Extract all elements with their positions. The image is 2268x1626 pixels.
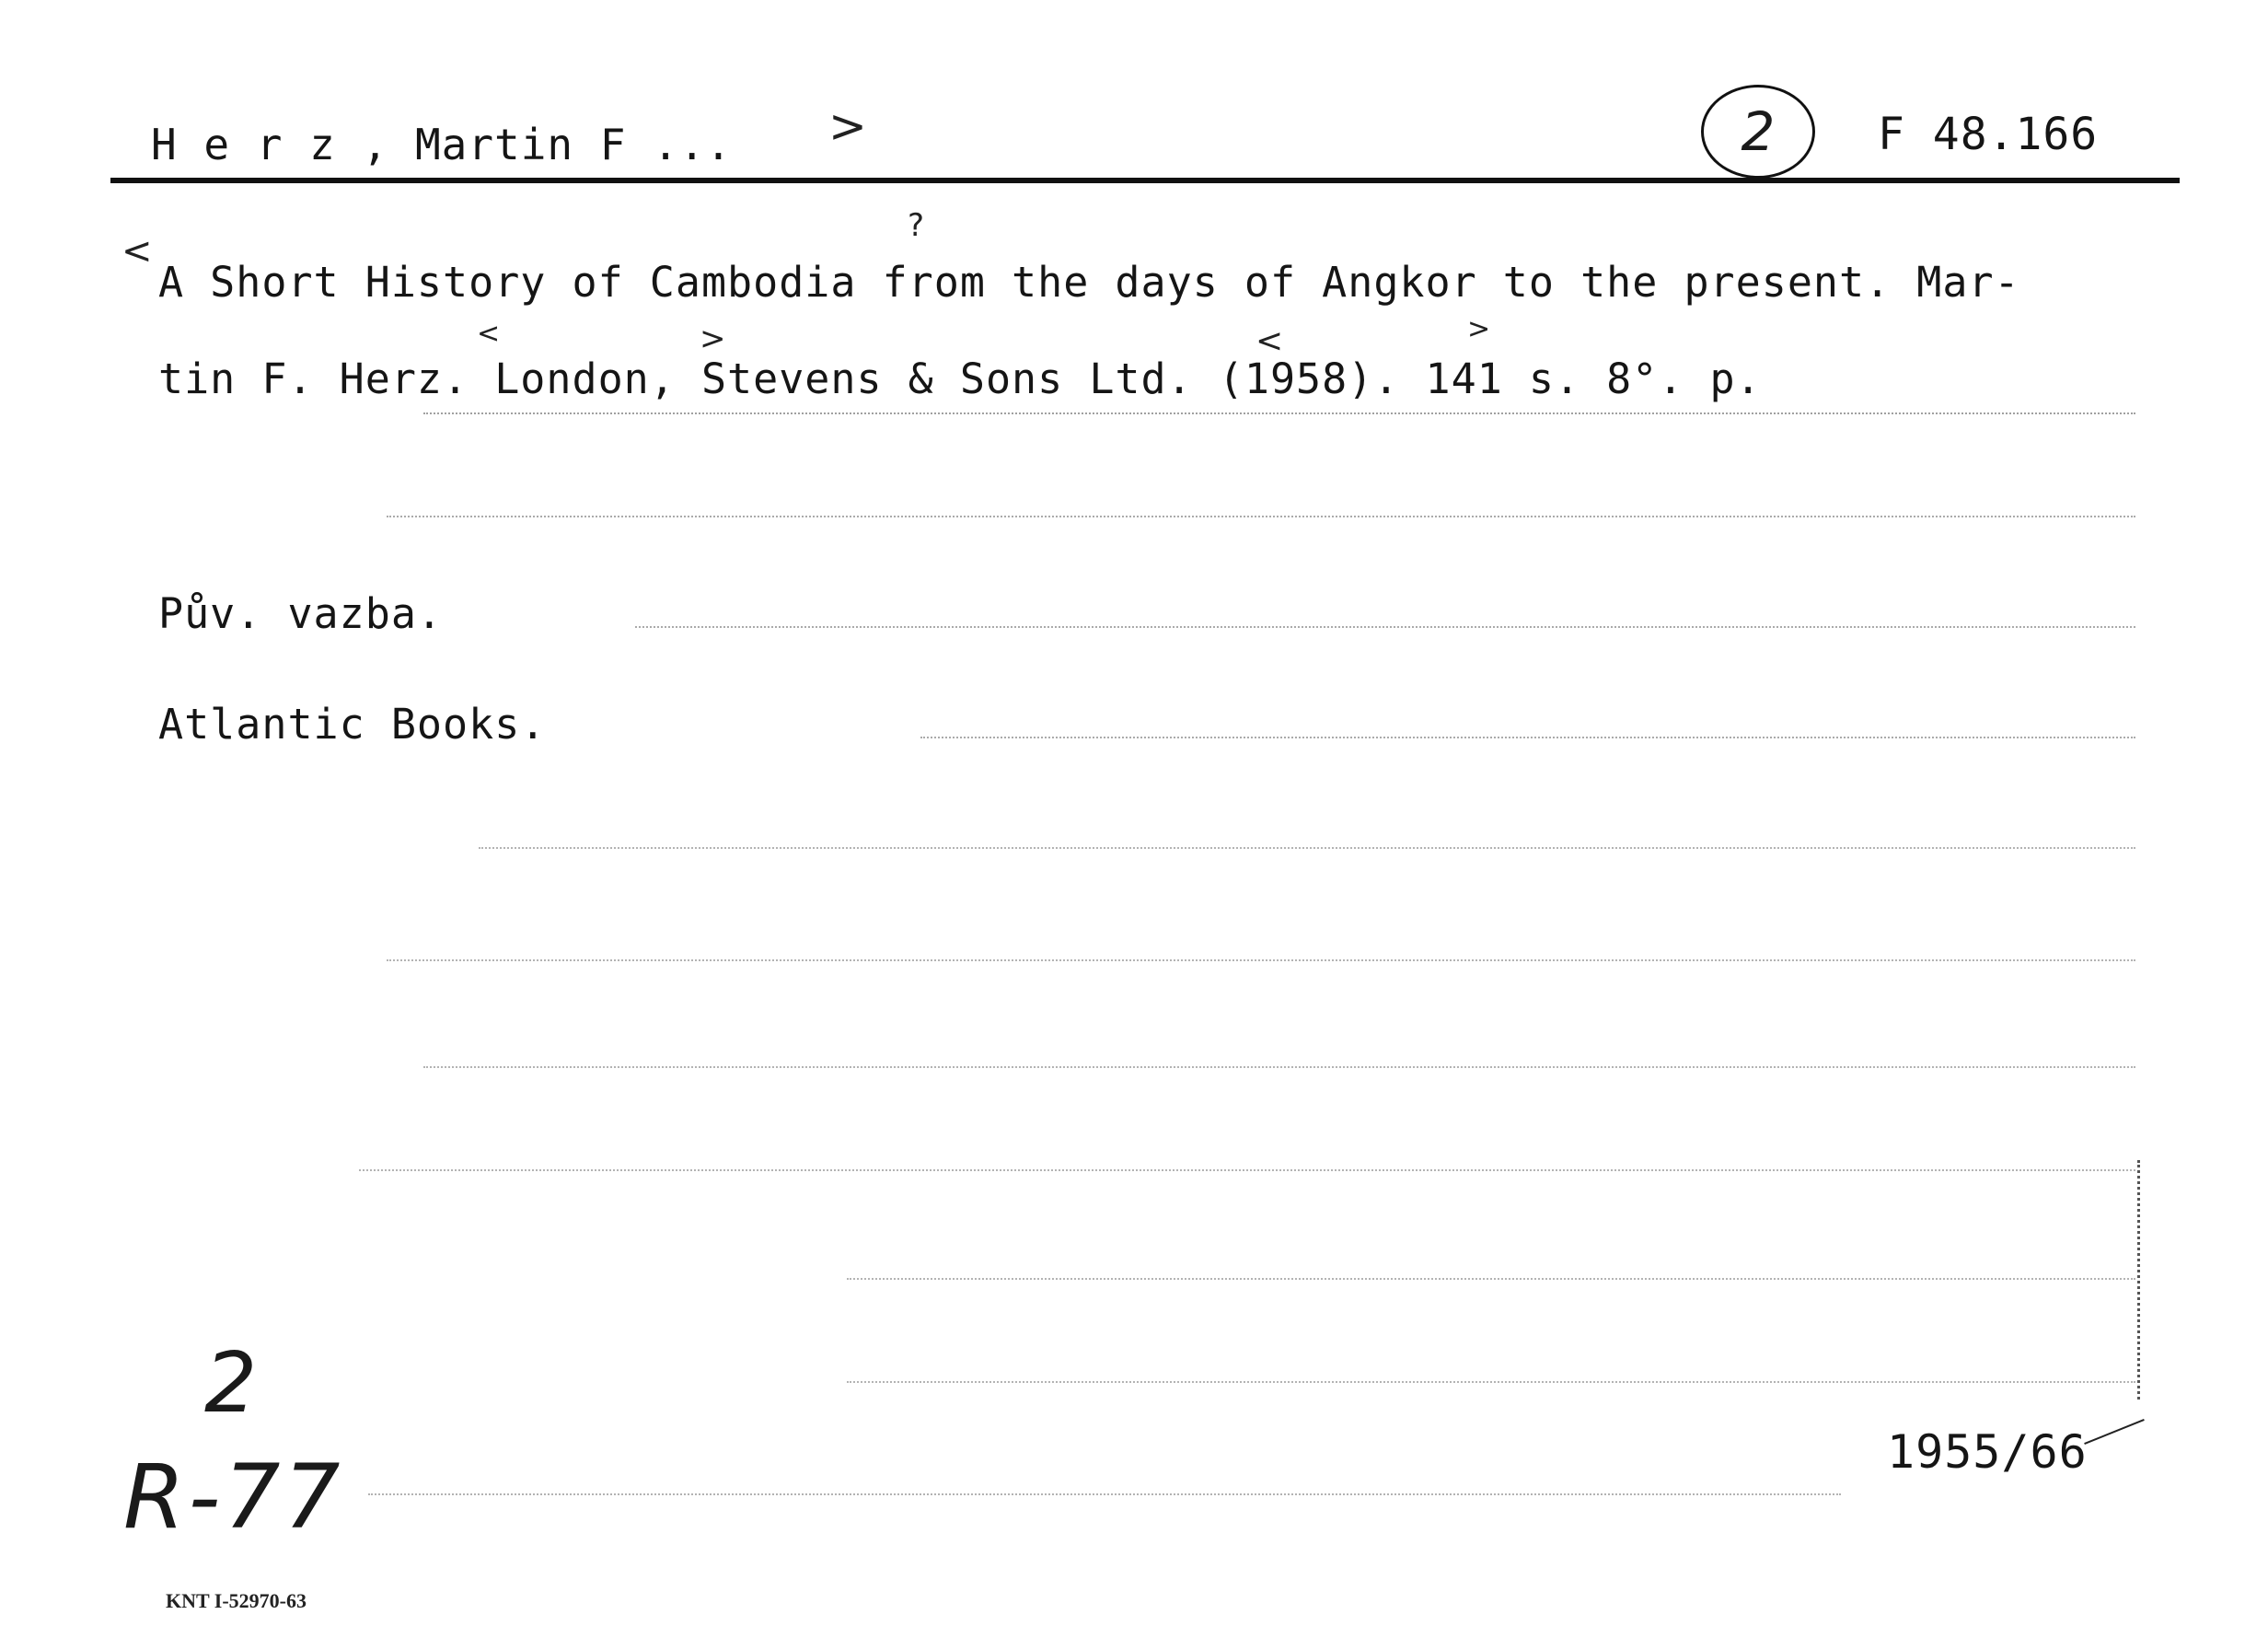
call-number: F 48.166 [1878,109,2099,160]
footer-code: KNT I-52970-63 [166,1589,307,1612]
ruled-line-1 [423,412,2135,414]
ruled-line-10 [847,1381,2135,1383]
correction-mark: > [828,99,867,153]
handwritten-code: R-77 [123,1446,344,1549]
right-dotted-edge [2137,1160,2140,1400]
ruled-line-7 [423,1066,2135,1068]
ruled-line-8 [359,1169,2135,1171]
source-note: Atlantic Books. [158,700,547,749]
year-range: 1955/66 [1887,1425,2088,1479]
proof-mark-open-3: < [1256,322,1284,360]
ruled-line-2 [387,516,2135,517]
title-line-1: A Short History of Cambodia from the days of Angkor to the present. Mar- [158,258,2020,307]
ruled-line-3 [635,626,2135,628]
ruled-line-6 [387,959,2135,961]
proof-mark-open-2: < [477,318,501,350]
author-heading: H e r z , Martin F ... [151,120,733,169]
handwritten-mark: 2 [204,1335,258,1432]
ruled-line-4 [920,737,2135,738]
binding-note: Pův. vazba. [158,589,444,638]
proof-mark-close-2: > [1467,313,1491,345]
ruled-line-11 [368,1493,1841,1495]
proof-mark-query: ? [908,207,925,244]
ruled-line-5 [479,847,2135,849]
year-stroke [2084,1419,2145,1445]
title-line-2: tin F. Herz. London, Stevens & Sons Ltd. (1958). 141 s. 8°. p. [158,354,1762,403]
ruled-line-9 [847,1278,2135,1280]
proof-mark-close-1: > [700,320,726,357]
proof-mark-open-1: < [122,230,153,273]
circled-number: 2 [1701,85,1815,179]
heading-rule [110,178,2180,183]
